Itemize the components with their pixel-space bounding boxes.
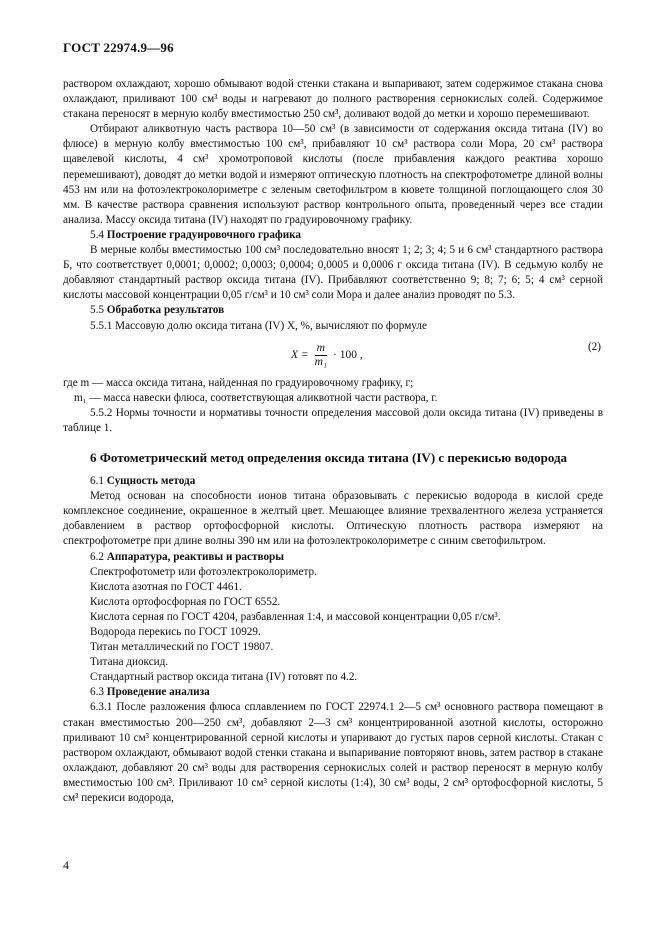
subsection-6-1 [63, 474, 603, 489]
paragraph-aliquot: Отбирают аликвотную часть раствора 10—50 см³ (в зависимости от содержания оксида титана (IV) во флюсе) в мерную колбу вместимостью 100 см³, прибавляют 10 см³ раствора соли Мора, 20 см³ раствора щавелевой кислоты, 4 см³ хромотроповой кислоты (после прибавления каждого реактива хорошо перемешивают), доводят до метки водой и измеряют оптическую плотность на спектрофотометре длиной волны 453 нм или на фотоэлектроколориметре с зеленым светофильтром в кювете толщиной поглощающего слоя 30 мм. В качестве раствора сравнения используют раствор контрольного опыта, проведенный через все стадии анализа. Массу оксида титана (IV) находят по градуировочному графику. [63, 123, 603, 226]
paragraph-continuation: раствором охлаждают, хорошо обмывают водой стенки стакана и выпаривают, затем содержимое стакана снова охлаждают, приливают 100 см³ воды и нагревают до полного растворения сернокислых солей. Содержимое стакана переносят в мерную колбу вместимостью 250 см³, доливают водой до метки и хорошо перемешивают. [63, 78, 603, 121]
formula-2 [63, 338, 603, 374]
formula-fraction [315, 342, 327, 369]
formula-rhs: · 100 , [332, 348, 363, 361]
subsection-5-4 [63, 228, 603, 243]
formula-numerator: m [316, 341, 325, 354]
reagent-item: Спектрофотометр или фотоэлектроколориметр. [90, 565, 317, 578]
formula-number: (2) [587, 340, 601, 353]
formula-expression [291, 342, 363, 369]
section-6-title: 6 Фотометрический метод определения оксида титана (IV) с перекисью водорода [90, 449, 568, 465]
formula-denominator: m₁ [314, 355, 327, 368]
reagent-item: Кислота азотная по ГОСТ 4461. [90, 580, 242, 593]
subsection-title: Сущность метода [106, 475, 196, 488]
paragraph-calibration: В мерные колбы вместимостью 100 см³ последовательно вносят 1; 2; 3; 4; 5 и 6 см³ стандартного раствора Б, что соответствует 0,0001; 0,0002; 0,0003; 0,0004; 0,0005 и 0,0006 г оксида титана (IV). В седьмую колбу не добавляют стандартный раствор оксида титана (IV). Прибавляют соответственно 9; 8; 7; 6; 5; 4 см³ серной кислоты массовой концентрации 0,05 г/см³ и 10 см³ соли Мора и далее анализ проводят по 5.3. [63, 244, 603, 302]
formula-where-m1: m₁ — масса навески флюса, соответствующая аликвотной части раствора, г. [74, 391, 438, 404]
subsection-title: Аппаратура, реактивы и растворы [106, 550, 284, 563]
formula-where-m: где m — масса оксида титана, найденная по градуировочному графику, г; [63, 376, 414, 389]
page-content [63, 77, 603, 806]
subsection-number: 6.1 [90, 475, 104, 488]
paragraph-5-5-2: 5.5.2 Нормы точности и нормативы точности определения массовой доли оксида титана (IV) приведены в таблице 1. [63, 406, 603, 434]
subsection-6-3 [63, 685, 603, 700]
subsection-title: Проведение анализа [106, 686, 210, 699]
formula-lhs: X = [291, 348, 309, 361]
subsection-number: 5.4 [90, 228, 104, 241]
paragraph-6-3-1: 6.3.1 После разложения флюса сплавлением по ГОСТ 22974.1 2—5 см³ основного раствора помещают в стакан вместимостью 200—250 см³, добавляют 2—3 см³ концентрированной азотной кислоты, осторожно приливают 10 см³ концентрированной серной кислоты и упаривают до густых паров серной кислоты. Стакан с раствором охлаждают, обмывают водой стенки стакана и выпаривание повторяют вновь, затем раствор в стакане охлаждают, добавляют 20 см³ воды для растворения сернокислых солей и раствор переносят в мерную колбу вместимостью 100 см³. Приливают 10 см³ серной кислоты (1:4), 30 см³ воды, 2 см³ ортофосфорной кислоты, 5 см³ перекиси водорода, [63, 701, 603, 805]
subsection-number: 6.2 [90, 550, 104, 563]
reagent-item: Кислота ортофосфорная по ГОСТ 6552. [90, 595, 281, 608]
reagent-item: Титана диоксид. [90, 656, 169, 669]
reagent-item: Кислота серная по ГОСТ 4204, разбавленная 1:4, и массовой концентрации 0,05 г/см³. [90, 610, 501, 623]
paragraph-method-essence: Метод основан на способности ионов титана образовывать с перекисью водорода в кислой среде комплексное соединение, окрашенное в желтый цвет. Мешающее влияние трехвалентного железа устраняется добавлением в раствор ортофосфорной кислоты. Оптическую плотность раствора измеряют на спектрофотометре при длине волны 390 нм или на фотоэлектроколориметре с синим светофильтром. [63, 490, 603, 548]
subsection-title: Построение градуировочного графика [106, 228, 302, 241]
reagent-item: Стандартный раствор оксида титана (IV) готовят по 4.2. [90, 671, 358, 684]
paragraph-5-5-1: 5.5.1 Массовую долю оксида титана (IV) X, %, вычисляют по формуле [90, 319, 427, 332]
subsection-5-5 [63, 303, 603, 318]
subsection-number: 6.3 [90, 686, 104, 699]
subsection-number: 5.5 [90, 304, 104, 317]
subsection-title: Обработка результатов [106, 304, 225, 317]
page-number: 4 [63, 858, 69, 872]
subsection-6-2 [63, 550, 603, 565]
reagent-item: Титан металлический по ГОСТ 19807. [90, 641, 274, 654]
reagent-item: Водорода перекись по ГОСТ 10929. [90, 626, 261, 638]
document-code: ГОСТ 22974.9—96 [63, 40, 174, 55]
